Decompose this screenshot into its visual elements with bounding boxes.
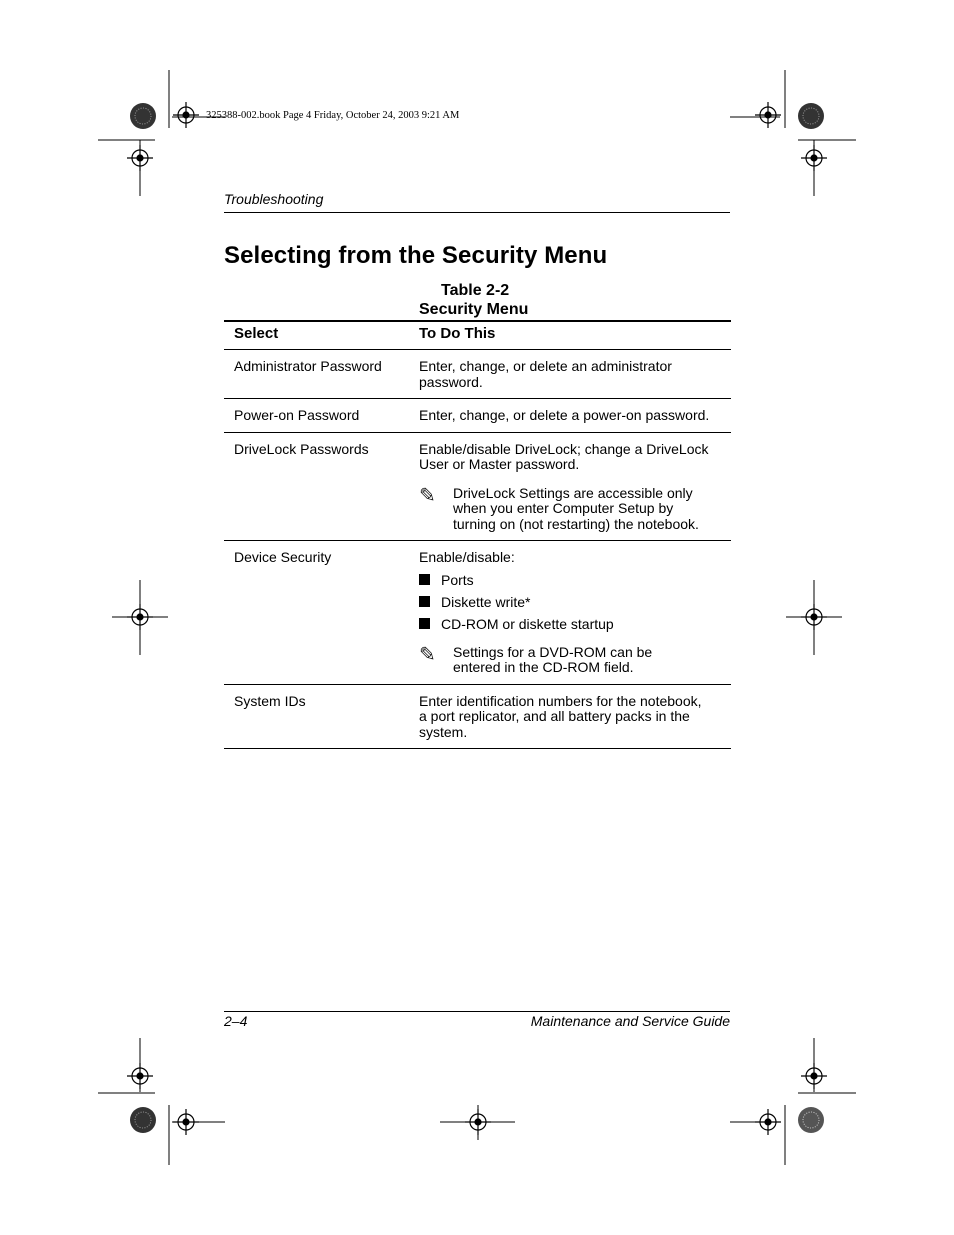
security-menu-table-wrapper [224,320,731,749]
description-line: Enable/disable: [419,549,515,565]
table-row [224,684,731,749]
cell-select: Power-on Password [224,399,419,433]
note-text [453,645,652,676]
note-line: when you enter Computer Setup by [453,500,674,516]
description-line: Enter, change, or delete an administrator [419,358,672,374]
table-caption-text: Security Menu [419,301,529,318]
table-header-row [224,321,731,350]
description-line: User or Master password. [419,456,580,472]
note-line: Settings for a DVD-ROM can be [453,643,653,660]
pencil-note-icon: ✎ [419,484,436,507]
cell-description [419,684,731,749]
square-bullet-icon [419,618,430,629]
column-header-select: Select [224,321,419,350]
cell-description [419,432,731,541]
page-number: 2–4 [224,1013,248,1029]
note [419,486,731,533]
bullet-item [419,594,731,610]
description-line: Enable/disable DriveLock; change a DriveLock [419,440,709,457]
cell-select: Device Security [224,541,419,685]
table-row [224,432,731,541]
table-caption [419,281,528,319]
note-line: DriveLock Settings are accessible only [453,484,693,501]
pencil-note-icon: ✎ [419,643,436,666]
cell-description [419,541,731,685]
description-line: system. [419,723,468,740]
bullet-item [419,572,731,588]
note-line: turning on (not restarting) the notebook. [453,515,699,532]
description-line: password. [419,373,483,390]
print-info: 325388-002.book Page 4 Friday, October 24, 2003 9:21 AM [206,110,460,121]
description-line: Enter, change, or delete a power-on password. [419,407,710,423]
square-bullet-icon [419,574,430,585]
note-line: entered in the CD-ROM field. [453,659,634,675]
cell-description [419,350,731,399]
running-head: Troubleshooting [224,191,324,207]
footer-rule [224,1011,730,1012]
square-bullet-icon [419,596,430,607]
bullet-text: CD-ROM or diskette startup [441,615,614,632]
note [419,645,731,676]
guide-title: Maintenance and Service Guide [530,1013,730,1029]
header-rule [224,212,730,213]
cell-description [419,399,731,433]
bullet-text: Diskette write* [441,593,531,610]
table-row [224,350,731,399]
security-menu-table [224,320,731,749]
table-row [224,541,731,685]
note-text [453,486,699,533]
cell-select: System IDs [224,684,419,749]
page-title: Selecting from the Security Menu [224,242,608,269]
bullet-text: Ports [441,571,474,588]
cell-select: Administrator Password [224,350,419,399]
description-line: Enter identification numbers for the notebook, [419,692,702,709]
table-row [224,399,731,433]
column-header-to-do-this: To Do This [419,321,731,350]
bullet-item [419,616,731,632]
description-line: a port replicator, and all battery packs in the [419,708,690,724]
table-number: Table 2-2 [441,282,510,299]
cell-select: DriveLock Passwords [224,432,419,541]
